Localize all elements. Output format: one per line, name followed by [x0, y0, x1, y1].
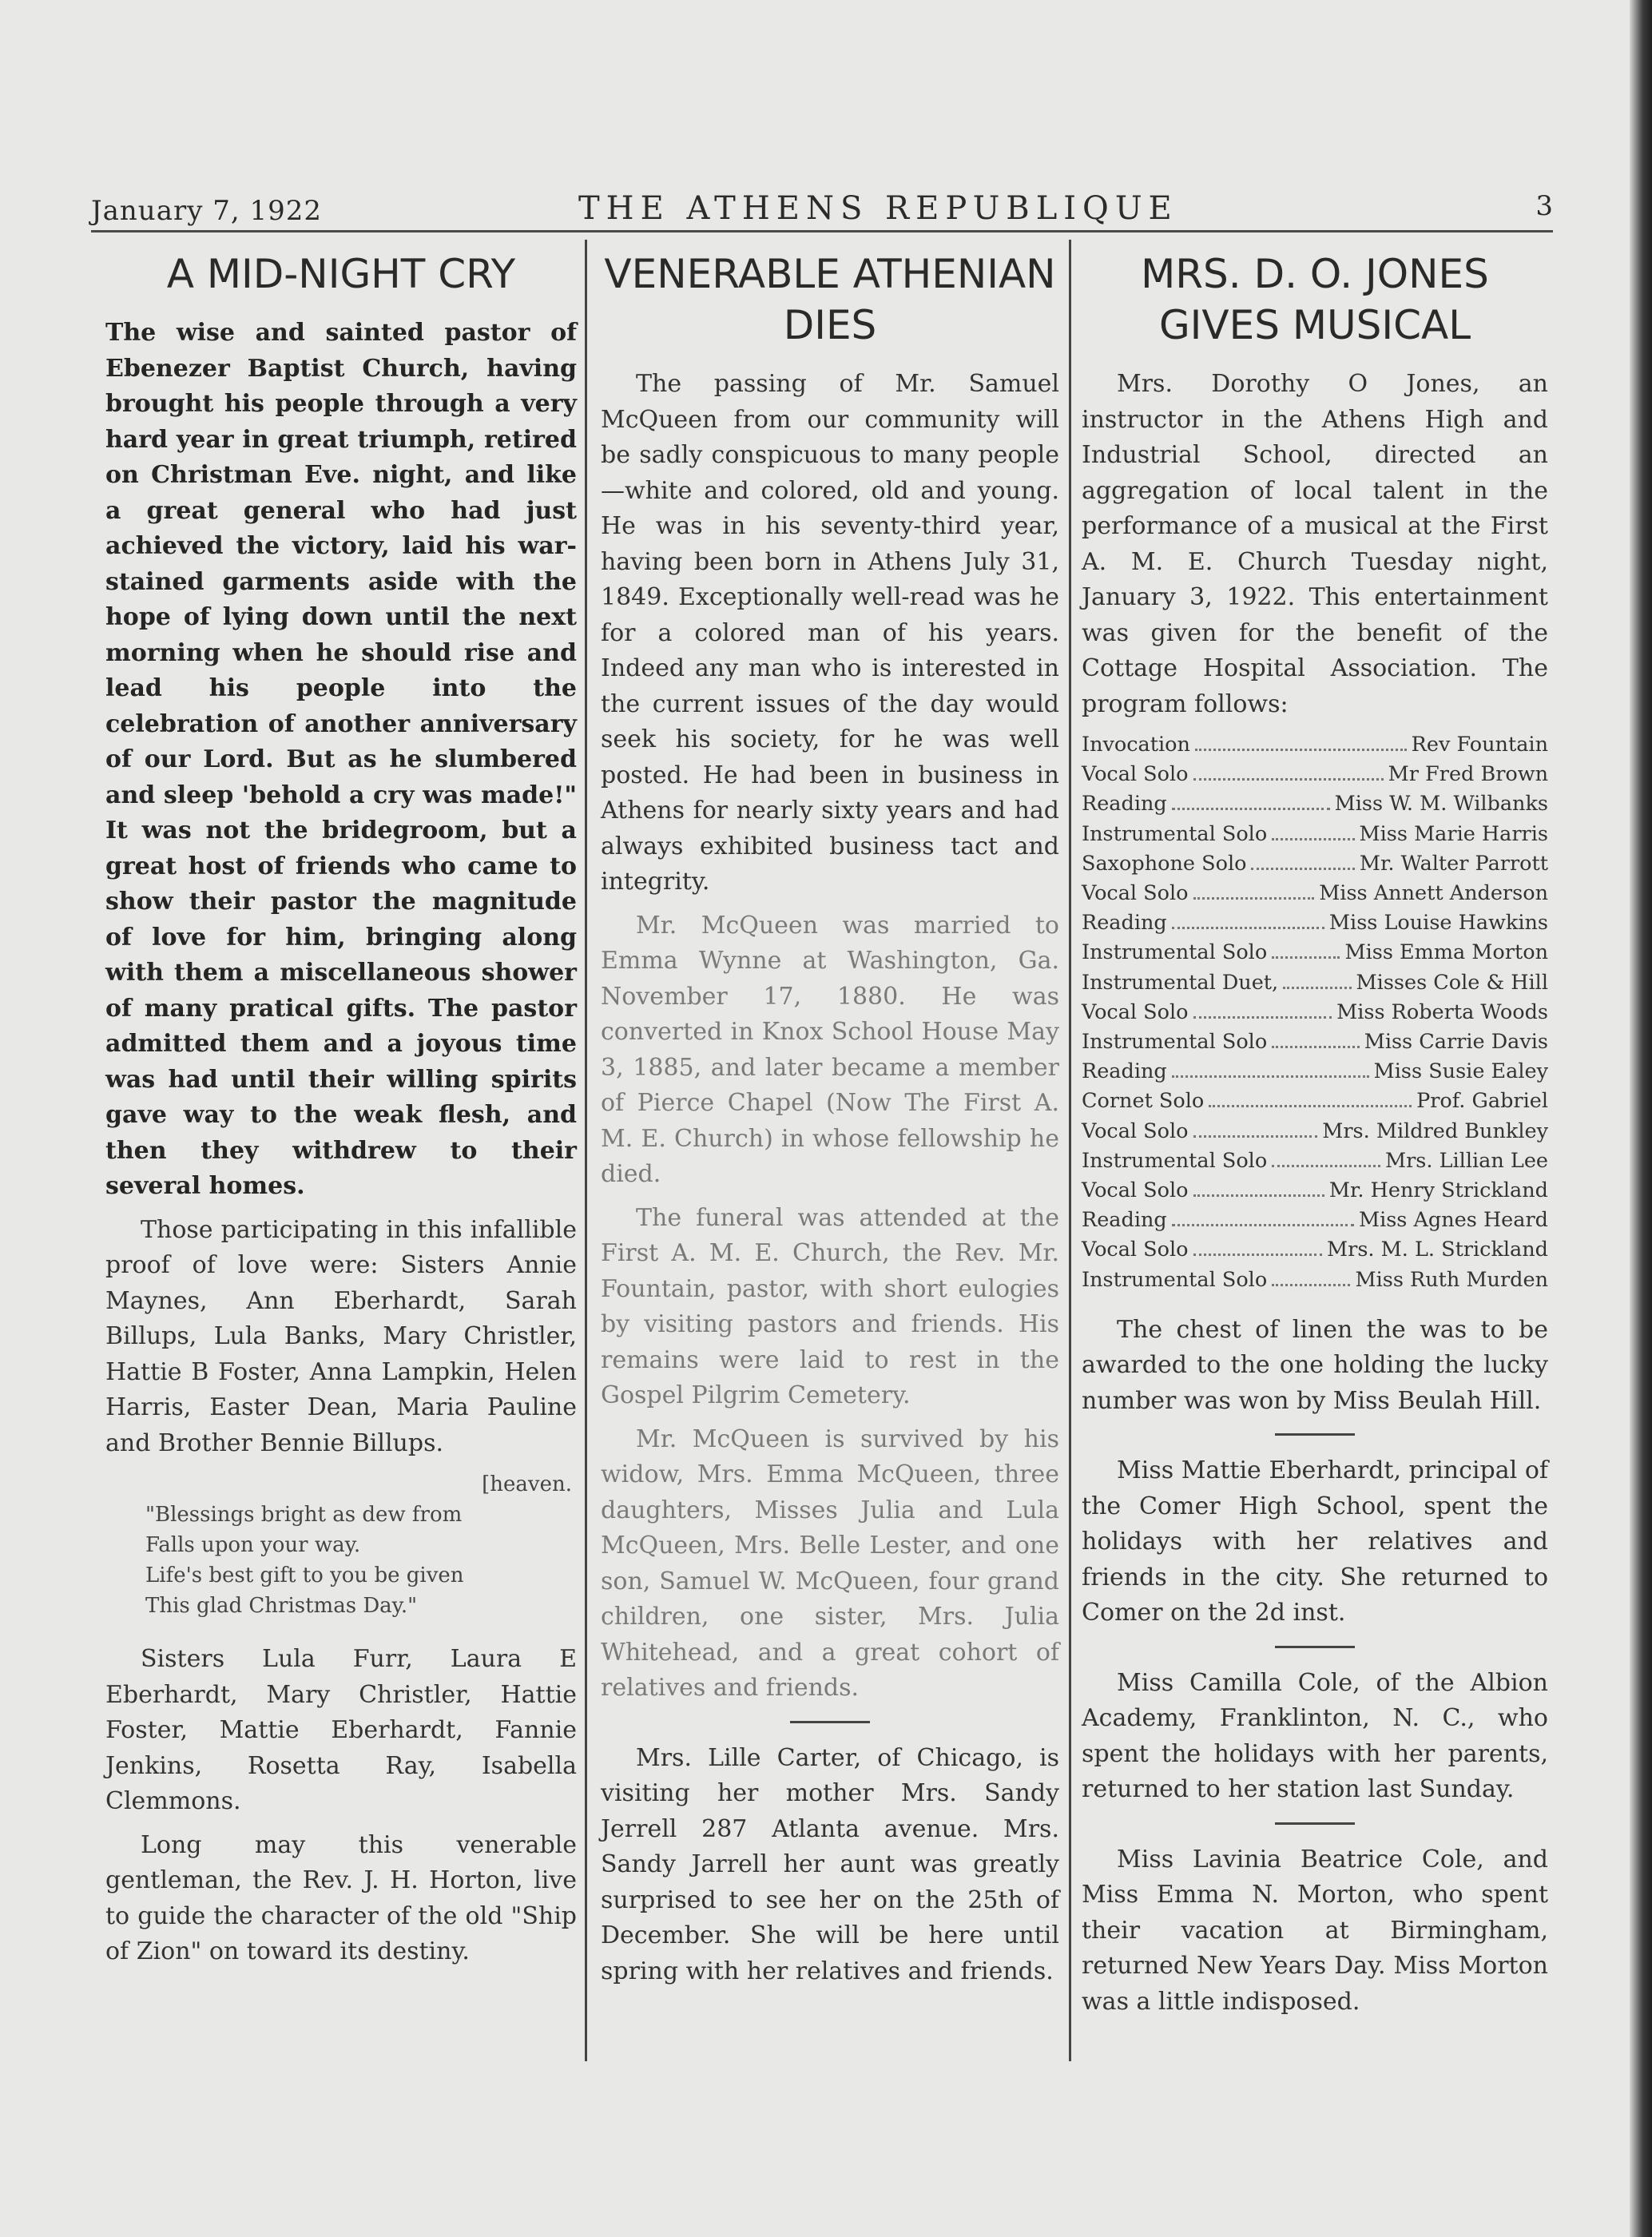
program-performer: Miss Agnes Heard: [1358, 1208, 1548, 1233]
program-performer: Miss Marie Harris: [1359, 821, 1548, 846]
article-paragraph: Miss Camilla Cole, of the Albion Academy, Franklinton, N. C., who spent the holidays with her parents, returned to her station last Sunday.: [1082, 1668, 1548, 1804]
poem-line: Falls upon your way.: [145, 1533, 361, 1557]
program-performer: Miss Louise Hawkins: [1328, 911, 1548, 936]
program-row: [1082, 820, 1548, 849]
dot-leader: [1172, 927, 1324, 929]
program-item: Instrumental Duet,: [1082, 970, 1279, 995]
program-performer: Mr. Walter Parrott: [1359, 851, 1548, 876]
program-item: Vocal Solo: [1082, 1118, 1189, 1143]
program-performer: Prof. Gabriel: [1416, 1089, 1548, 1114]
program-performer: Miss Roberta Woods: [1336, 999, 1548, 1024]
program-item: Vocal Solo: [1082, 999, 1189, 1024]
program-item: Vocal Solo: [1082, 1178, 1189, 1203]
program-performer: Mrs. Mildred Bunkley: [1322, 1118, 1548, 1143]
program-row: [1082, 1235, 1548, 1265]
program-row: [1082, 1027, 1548, 1057]
article-paragraph: Mr. McQueen is survived by his widow, Mrs. Emma McQueen, three daughters, Misses Julia and Lula McQueen, Mrs. Belle Lester, and one son, Samuel W. McQueen, four grand children, one sister, Mrs. Julia Whitehead, and a great cohort of relatives and friends.: [601, 1424, 1059, 1702]
headline-venerable-athenian: VENERABLE ATHENIAN DIES: [604, 251, 1056, 348]
program-row: [1082, 1087, 1548, 1116]
program-row: [1082, 1146, 1548, 1176]
article-paragraph: The passing of Mr. Samuel McQueen from our community will be sadly conspicuous to many people—white and colored, old and young. He was in his seventy-third year, having been born in Athens July 31, 1849. Exceptionally well-read was he for a colored man of his years. Indeed any man who is interested in the current issues of the day would seek his society, for he was well posted. He had been in business in Athens for nearly sixty years and had always exhibited business tact and integrity.: [601, 370, 1059, 896]
section-divider: [1275, 1646, 1355, 1648]
program-row: [1082, 1117, 1548, 1146]
dot-leader: [1272, 1046, 1360, 1048]
program-performer: Miss Ruth Murden: [1355, 1267, 1548, 1292]
program-item: Cornet Solo: [1082, 1089, 1205, 1114]
dot-leader: [1172, 1224, 1354, 1226]
program-item: Reading: [1082, 1059, 1167, 1084]
program-performer: Mr Fred Brown: [1388, 762, 1548, 787]
dot-leader: [1209, 1105, 1412, 1107]
dot-leader: [1251, 868, 1354, 870]
program-item: Instrumental Solo: [1082, 821, 1268, 846]
page-edge-shadow: [1630, 0, 1652, 2237]
article-paragraph: The funeral was attended at the First A. M. E. Church, the Rev. Mr. Fountain, pastor, with short eulogies by visiting pastors and friends. His remains were laid to rest in the Gospel Pilgrim Cemetery.: [601, 1203, 1059, 1409]
dot-leader: [1195, 749, 1407, 751]
dot-leader: [1193, 1135, 1318, 1138]
poem-line: Life's best gift to you be given: [145, 1564, 464, 1587]
program-row: [1082, 879, 1548, 908]
program-row: [1082, 849, 1548, 879]
program-row: [1082, 1206, 1548, 1235]
program-row: [1082, 938, 1548, 968]
article-paragraph: Those participating in this infallible proof of love were: Sisters Annie Maynes, Ann Eberhardt, Sarah Billups, Lula Banks, Mary Christler, Hattie B Foster, Anna Lampkin, Helen Harris, Easter Dean, Maria Pauline and Brother Bennie Billups.: [105, 1215, 577, 1457]
article-paragraph: Mrs. Lille Carter, of Chicago, is visiting her mother Mrs. Sandy Jerrell 287 Atlanta avenue. Mrs. Sandy Jarrell her aunt was greatly surprised to see her on the 25th of December. She will be here until spring with her relatives and friends.: [601, 1743, 1059, 1985]
poem-line: "Blessings bright as dew from: [145, 1503, 463, 1527]
program-item: Reading: [1082, 1208, 1167, 1233]
program-performer: Miss Carrie Davis: [1364, 1030, 1548, 1055]
program-performer: Rev Fountain: [1411, 733, 1548, 757]
program-row: [1082, 968, 1548, 998]
article-paragraph: Miss Mattie Eberhardt, principal of the Comer High School, spent the holidays with her relatives and friends in the city. She returned to Comer on the 2d inst.: [1082, 1456, 1548, 1627]
program-item: Vocal Solo: [1082, 1238, 1189, 1262]
column-divider-2: [1069, 240, 1071, 2061]
program-item: Saxophone Solo: [1082, 851, 1247, 876]
dot-leader: [1272, 1165, 1380, 1167]
program-row: [1082, 998, 1548, 1027]
article-paragraph: Sisters Lula Furr, Laura E Eberhardt, Mary Christler, Hattie Foster, Mattie Eberhardt, Fannie Jenkins, Rosetta Ray, Isabella Clemmons.: [105, 1645, 577, 1815]
section-divider: [790, 1721, 870, 1723]
poem-line: This glad Christmas Day.": [145, 1594, 418, 1618]
dot-leader: [1193, 1254, 1323, 1256]
program-row: [1082, 1057, 1548, 1087]
column-3: [1082, 244, 1548, 2028]
program-item: Reading: [1082, 792, 1167, 817]
program-row: [1082, 1266, 1548, 1295]
dot-leader: [1193, 1016, 1332, 1019]
program-performer: Miss Annett Anderson: [1319, 881, 1548, 906]
column-divider-1: [585, 240, 587, 2061]
program-performer: Miss Susie Ealey: [1373, 1059, 1548, 1084]
program-item: Instrumental Solo: [1082, 940, 1268, 965]
issue-date: January 7, 1922: [91, 195, 323, 227]
program-row: [1082, 760, 1548, 789]
article-paragraph: Long may this venerable gentleman, the Rev. J. H. Horton, live to guide the character of the old "Ship of Zion" on toward its destiny.: [105, 1830, 577, 1965]
article-paragraph: The chest of linen the was to be awarded to the one holding the lucky number was won by Miss Beulah Hill.: [1082, 1315, 1548, 1415]
dot-leader: [1272, 956, 1340, 959]
poem-block: [145, 1469, 577, 1621]
dot-leader: [1193, 897, 1315, 900]
program-performer: Miss W. M. Wilbanks: [1334, 792, 1548, 817]
article-paragraph: Miss Lavinia Beatrice Cole, and Miss Emma N. Morton, who spent their vacation at Birmingham, returned New Years Day. Miss Morton was a little indisposed.: [1082, 1845, 1548, 2016]
dot-leader: [1193, 778, 1384, 781]
dot-leader: [1172, 808, 1330, 810]
program-performer: Mr. Henry Strickland: [1328, 1178, 1548, 1203]
program-item: Vocal Solo: [1082, 762, 1189, 787]
dot-leader: [1172, 1075, 1369, 1078]
article-paragraph: The wise and sainted pastor of Ebenezer Baptist Church, having brought his people through a very hard year in great triumph, retired on Christman Eve. night, and like a great general who had just achieved the victory, laid his war-stained garments aside with the hope of lying down until the next morning when he should rise and lead his people into the celebration of another anniversary of our Lord. But as he slumbered and sleep 'behold a cry was made!" It was not the bridegroom, but a great host of friends who came to show their pastor the magnitude of love for him, bringing along with them a miscellaneous shower of many pratical gifts. The pastor admitted them and a joyous time was had until their willing spirits gave way to the weak flesh, and then they withdrew to their several homes.: [105, 319, 577, 1200]
dot-leader: [1272, 1284, 1350, 1286]
program-performer: Miss Emma Morton: [1344, 940, 1548, 965]
article-paragraph: Mrs. Dorothy O Jones, an instructor in the Athens High and Industrial School, directed an aggregation of local talent in the performance of a musical at the First A. M. E. Church Tuesday night, January 3, 1922. This entertainment was given for the benefit of the Cottage Hospital Association. The program follows:: [1082, 370, 1548, 718]
program-list: [1082, 730, 1548, 1295]
page-number: 3: [1535, 190, 1553, 222]
program-item: Invocation: [1082, 733, 1190, 757]
dot-leader: [1283, 987, 1351, 989]
poem-line: [heaven.: [482, 1472, 572, 1496]
program-row: [1082, 730, 1548, 760]
article-paragraph: Mr. McQueen was married to Emma Wynne at Washington, Ga. November 17, 1880. He was converted in Knox School House May 3, 1885, and later became a member of Pierce Chapel (Now The First A. M. E. Church) in whose fellowship he died.: [601, 911, 1059, 1188]
masthead: [91, 190, 1553, 230]
program-row: [1082, 908, 1548, 938]
column-1: [105, 244, 577, 1978]
dot-leader: [1193, 1194, 1324, 1197]
program-item: Instrumental Solo: [1082, 1267, 1268, 1292]
program-item: Instrumental Solo: [1082, 1030, 1268, 1055]
dot-leader: [1272, 838, 1354, 840]
program-performer: Mrs. M. L. Strickland: [1327, 1238, 1548, 1262]
section-divider: [1275, 1822, 1355, 1825]
program-item: Vocal Solo: [1082, 881, 1189, 906]
headline-jones-musical: MRS. D. O. JONES GIVES MUSICAL: [1141, 251, 1489, 348]
column-2: [601, 244, 1059, 1997]
program-row: [1082, 1176, 1548, 1206]
headline-midnight-cry: A MID-NIGHT CRY: [166, 251, 516, 297]
newspaper-title: THE ATHENS REPUBLIQUE: [578, 190, 1178, 227]
program-item: Reading: [1082, 911, 1167, 936]
masthead-rule: [91, 230, 1553, 232]
program-row: [1082, 789, 1548, 819]
program-performer: Misses Cole & Hill: [1356, 970, 1548, 995]
program-performer: Mrs. Lillian Lee: [1385, 1148, 1548, 1173]
program-item: Instrumental Solo: [1082, 1148, 1268, 1173]
section-divider: [1275, 1433, 1355, 1436]
